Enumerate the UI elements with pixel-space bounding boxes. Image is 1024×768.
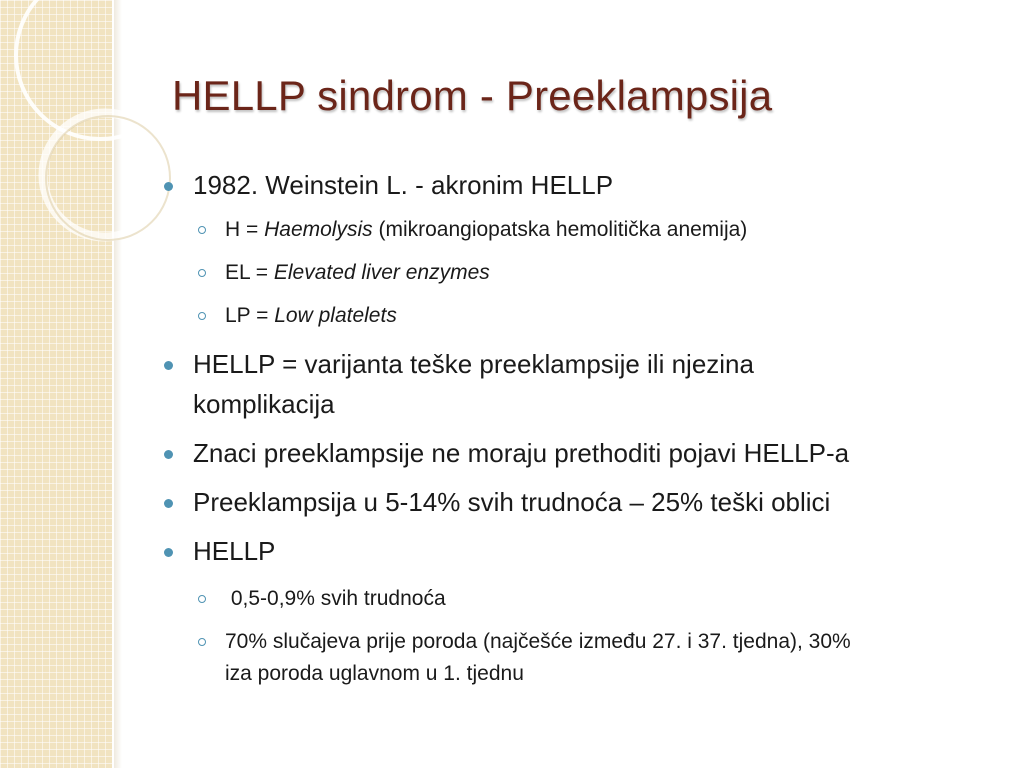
bullet-dot-icon <box>164 361 173 370</box>
sub-bullet-ring-icon <box>198 312 206 320</box>
bullet-2-line-1: HELLP = varijanta teške preeklampsije ili njezina <box>193 349 754 379</box>
bullet-dot-icon <box>164 548 173 557</box>
sub-bullet-italic-term: Elevated liver enzymes <box>273 261 490 284</box>
sub-bullet-italic-term: Low platelets <box>274 304 397 327</box>
sub-bullet-elevated-liver-enzymes <box>225 261 490 285</box>
bullet-dot-icon <box>164 182 173 191</box>
sub-bullet-ring-icon <box>198 226 206 234</box>
bullet-2-line-2: komplikacija <box>193 389 335 419</box>
sub-bullet-prefix: EL = <box>225 261 274 284</box>
sub-bullet-ring-icon <box>198 638 206 646</box>
bullet-dot-icon <box>164 499 173 508</box>
sub-bullet-prefix: H = <box>225 218 265 241</box>
bullet-5: HELLP <box>193 536 276 566</box>
sub-bullet-timing-line-1: 70% slučajeva prije poroda (najčešće između 27. i 37. tjedna), 30% <box>225 630 851 653</box>
sub-bullet-timing-line-2: iza poroda uglavnom u 1. tjednu <box>225 662 524 685</box>
bullet-4: Preeklampsija u 5-14% svih trudnoća – 25% teški oblici <box>193 487 831 517</box>
sub-bullet-italic-term: Haemolysis <box>264 218 373 241</box>
sub-bullet-haemolysis <box>225 218 747 242</box>
sub-bullet-suffix: (mikroangiopatska hemolitička anemija) <box>372 218 748 241</box>
sub-bullet-incidence: 0,5-0,9% svih trudnoća <box>225 587 446 610</box>
slide-title: HELLP sindrom - Preeklampsija <box>172 72 773 119</box>
sub-bullet-low-platelets <box>225 304 397 328</box>
bullet-1: 1982. Weinstein L. - akronim HELLP <box>193 170 614 200</box>
sub-bullet-prefix: LP = <box>225 304 275 327</box>
bullet-3: Znaci preeklampsije ne moraju prethoditi pojavi HELLP-a <box>193 438 850 468</box>
sub-bullet-ring-icon <box>198 595 206 603</box>
bullet-dot-icon <box>164 450 173 459</box>
sub-bullet-ring-icon <box>198 269 206 277</box>
